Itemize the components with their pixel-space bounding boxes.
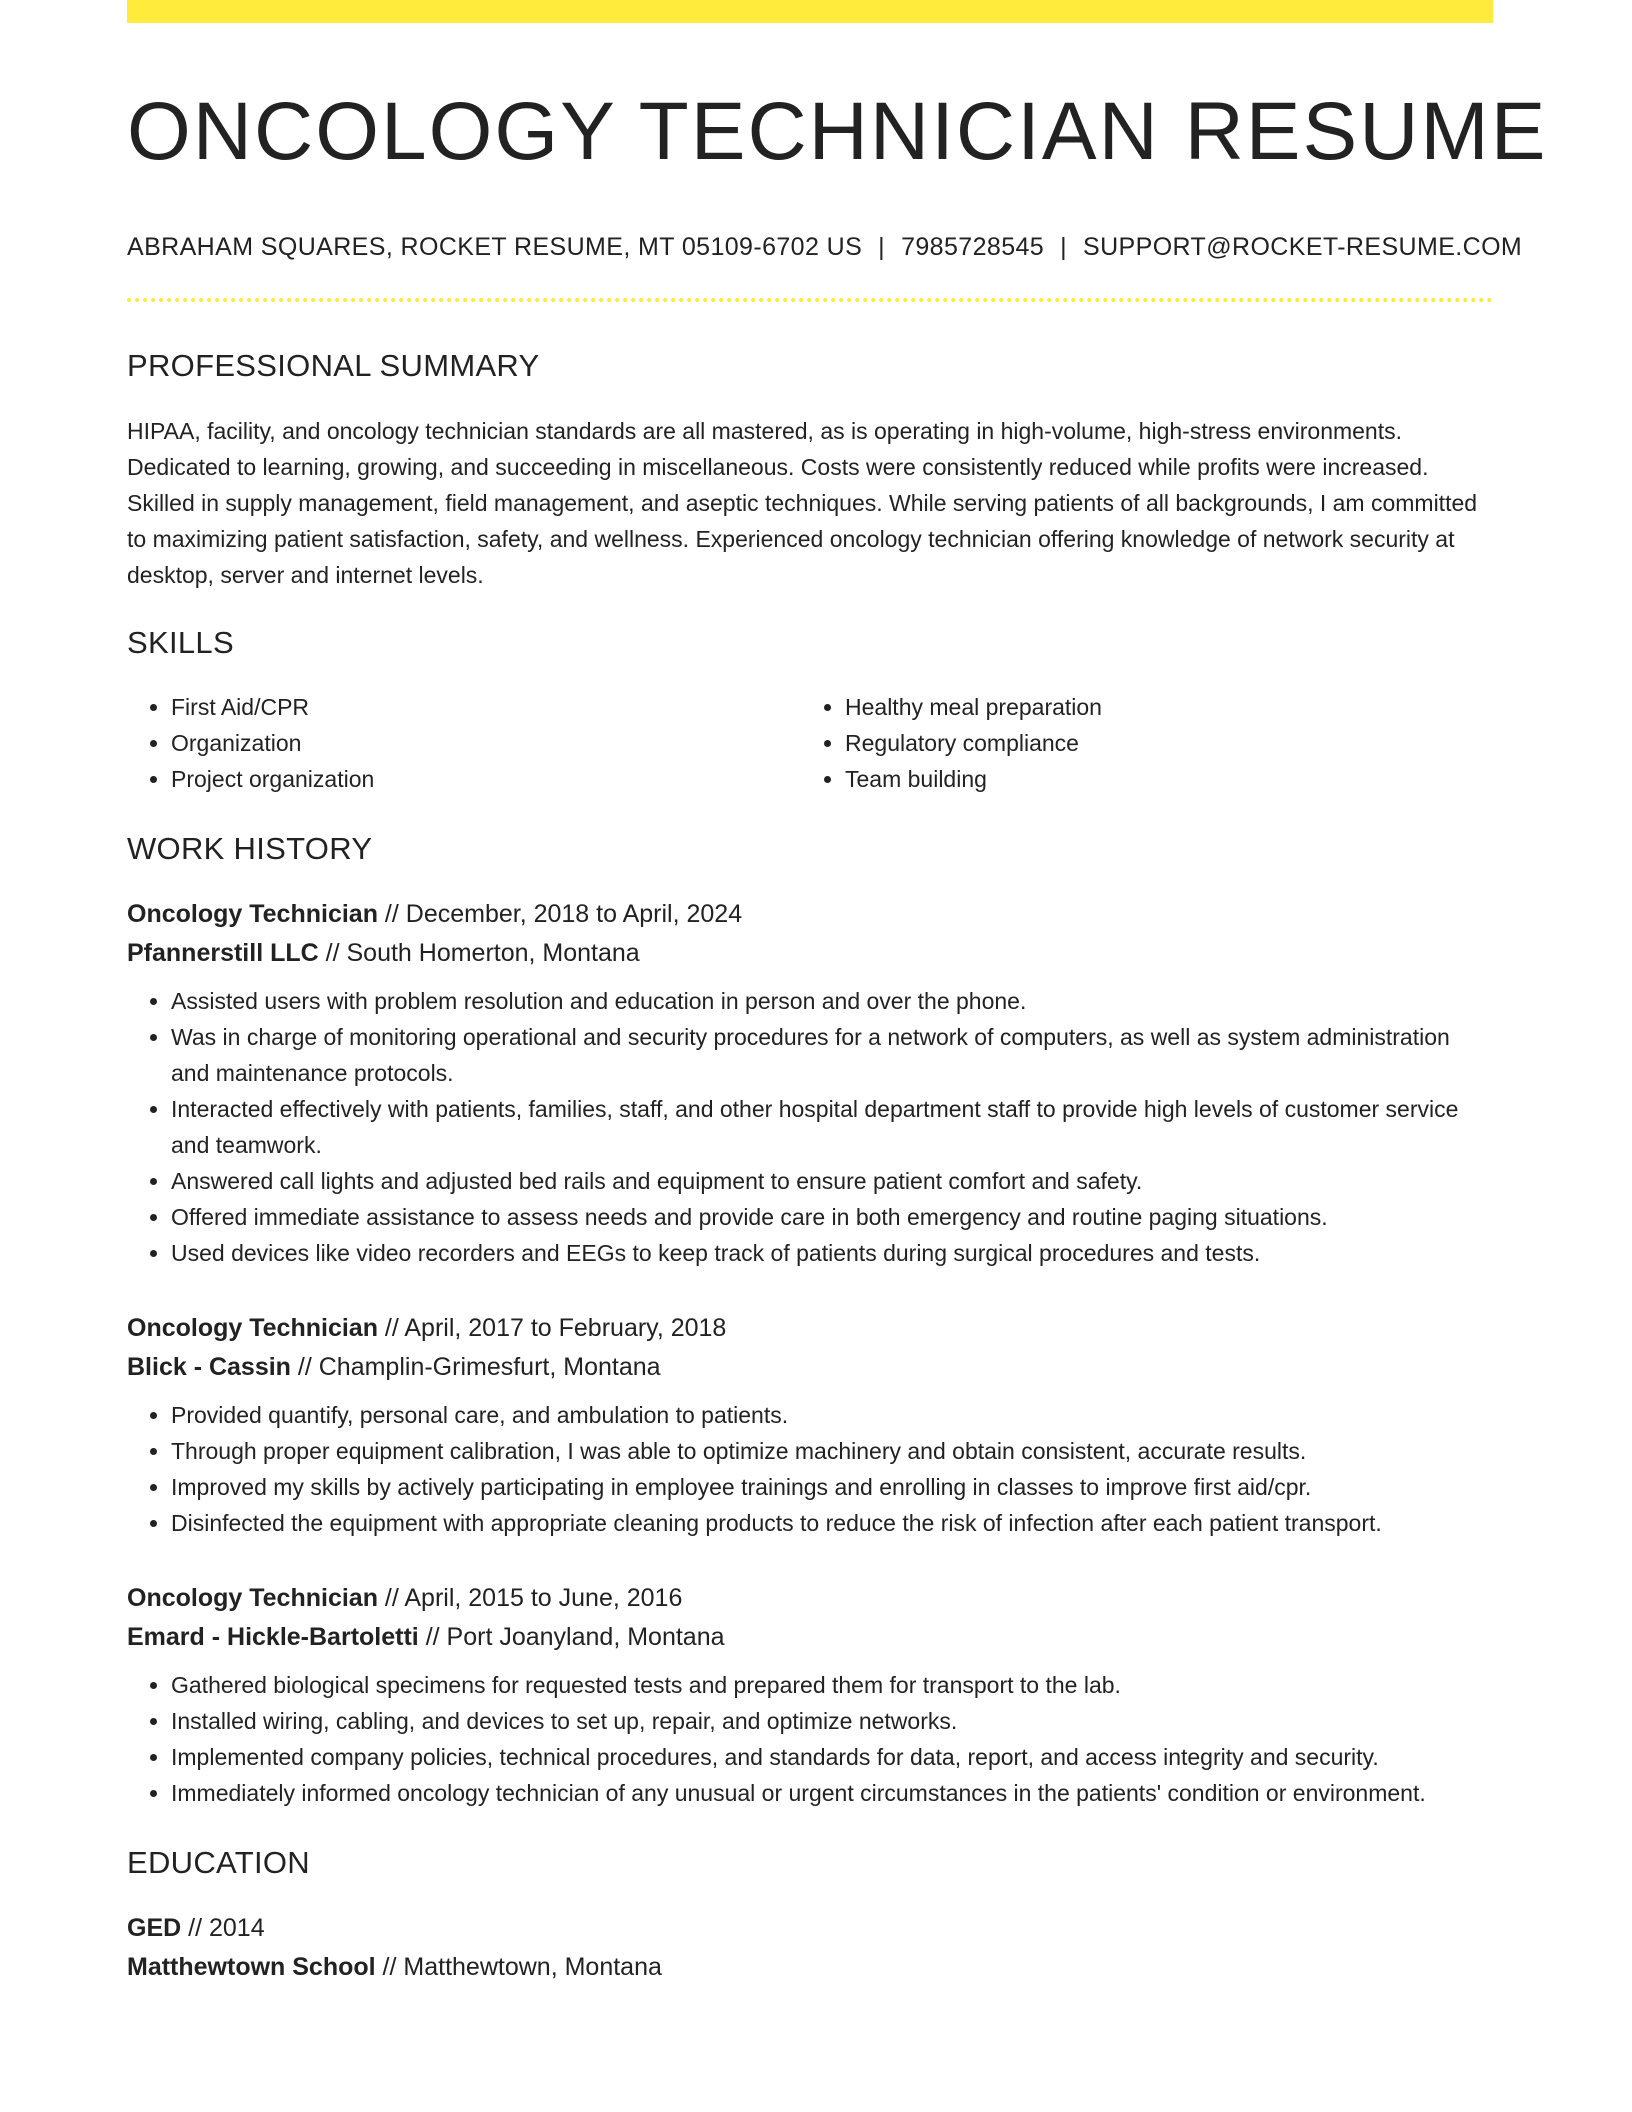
contact-separator: | (878, 233, 886, 262)
education-degree-line (127, 1909, 1493, 1948)
skills-list (127, 689, 1493, 797)
education-heading: EDUCATION (127, 1845, 310, 1881)
job-bullet: • Was in charge of monitoring operational and security procedures for a network of computers, as well as system administration and maintenance protocols. (171, 1019, 1493, 1091)
delimiter: // (377, 1584, 405, 1613)
job-bullet: • Immediately informed oncology technician of any unusual or urgent circumstances in the patients' condition or environment. (171, 1775, 1493, 1811)
contact-email: SUPPORT@ROCKET-RESUME.COM (1083, 233, 1523, 262)
summary-heading: PROFESSIONAL SUMMARY (127, 348, 540, 384)
job-bullet: • Implemented company policies, technical procedures, and standards for data, report, and access integrity and security. (171, 1739, 1493, 1775)
job-company: Pfannerstill LLC (127, 939, 319, 968)
skill-item: • Regulatory compliance (845, 725, 1475, 761)
job-company-line (127, 1348, 1493, 1387)
delimiter: // (377, 1314, 405, 1343)
job-title-line (127, 895, 1493, 934)
job-bullet: • Installed wiring, cabling, and devices to set up, repair, and optimize networks. (171, 1703, 1493, 1739)
delimiter: // (318, 939, 347, 968)
job-entry (127, 895, 1493, 1271)
job-company: Emard - Hickle-Bartoletti (127, 1623, 419, 1652)
job-bullet: • Provided quantify, personal care, and ambulation to patients. (171, 1397, 1493, 1433)
delimiter: // (181, 1914, 209, 1943)
job-company-line (127, 1618, 1493, 1657)
contact-address: ABRAHAM SQUARES, ROCKET RESUME, MT 05109-6702 US (127, 233, 863, 262)
job-bullet: • Disinfected the equipment with appropriate cleaning products to reduce the risk of infection after each patient transport. (171, 1505, 1493, 1541)
skills-column-right (801, 689, 1475, 797)
delimiter: // (377, 900, 406, 929)
skill-item: • Team building (845, 761, 1475, 797)
job-title: Oncology Technician (127, 1314, 378, 1343)
dotted-divider (127, 298, 1493, 302)
contact-separator: | (1060, 233, 1068, 262)
job-location: Champlin-Grimesfurt, Montana (318, 1353, 661, 1382)
job-bullet: • Answered call lights and adjusted bed rails and equipment to ensure patient comfort and safety. (171, 1163, 1493, 1199)
job-bullet: • Improved my skills by actively participating in employee trainings and enrolling in classes to improve first aid/cpr. (171, 1469, 1493, 1505)
resume-page (127, 0, 1548, 1987)
education-year: 2014 (208, 1914, 265, 1943)
job-location: Port Joanyland, Montana (446, 1623, 725, 1652)
job-bullet: • Used devices like video recorders and EEGs to keep track of patients during surgical procedures and tests. (171, 1235, 1493, 1271)
job-bullets (127, 1667, 1493, 1811)
job-bullet: • Interacted effectively with patients, families, staff, and other hospital department staff to provide high levels of customer service and teamwork. (171, 1091, 1493, 1163)
work-history-heading: WORK HISTORY (127, 831, 373, 867)
job-bullet: • Offered immediate assistance to assess needs and provide care in both emergency and routine paging situations. (171, 1199, 1493, 1235)
delimiter: // (418, 1623, 447, 1652)
job-entry (127, 1309, 1493, 1541)
summary-text: HIPAA, facility, and oncology technician standards are all mastered, as is operating in high-volume, high-stress environments. Dedicated to learning, growing, and succeeding in miscellaneous. Costs were consistently reduced while profits were increased. Skilled in supply management, field management, and aseptic techniques. While serving patients of all backgrounds, I am committed to maximizing patient satisfaction, safety, and wellness. Experienced oncology technician offering knowledge of network security at desktop, server and internet levels. (127, 418, 1478, 589)
job-bullet: • Gathered biological specimens for requested tests and prepared them for transport to the lab. (171, 1667, 1493, 1703)
education-school: Matthewtown School (127, 1953, 376, 1982)
job-title-line (127, 1579, 1493, 1618)
job-title: Oncology Technician (127, 900, 378, 929)
accent-top-bar (127, 0, 1493, 23)
job-entry (127, 1579, 1493, 1811)
job-bullet: • Through proper equipment calibration, I was able to optimize machinery and obtain consistent, accurate results. (171, 1433, 1493, 1469)
job-company: Blick - Cassin (127, 1353, 291, 1382)
job-bullet: • Assisted users with problem resolution and education in person and over the phone. (171, 983, 1493, 1019)
job-title: Oncology Technician (127, 1584, 378, 1613)
skill-item: • Healthy meal preparation (845, 689, 1475, 725)
delimiter: // (375, 1953, 404, 1982)
education-entry (127, 1909, 1493, 1987)
education-location: Matthewtown, Montana (403, 1953, 662, 1982)
job-dates: April, 2017 to February, 2018 (404, 1314, 727, 1343)
job-company-line (127, 934, 1493, 973)
resume-title: ONCOLOGY TECHNICIAN RESUME (127, 86, 1548, 177)
skill-item: • First Aid/CPR (171, 689, 801, 725)
contact-phone: 7985728545 (901, 233, 1045, 262)
job-bullets (127, 983, 1493, 1271)
job-dates: December, 2018 to April, 2024 (405, 900, 743, 929)
skills-heading: SKILLS (127, 625, 234, 661)
job-dates: April, 2015 to June, 2016 (404, 1584, 683, 1613)
education-school-line (127, 1948, 1493, 1987)
job-title-line (127, 1309, 1493, 1348)
skill-item: • Project organization (171, 761, 801, 797)
delimiter: // (290, 1353, 319, 1382)
skill-item: • Organization (171, 725, 801, 761)
education-degree: GED (127, 1914, 182, 1943)
skills-column-left (127, 689, 801, 797)
contact-line (127, 233, 1523, 262)
job-bullets (127, 1397, 1493, 1541)
job-location: South Homerton, Montana (346, 939, 640, 968)
